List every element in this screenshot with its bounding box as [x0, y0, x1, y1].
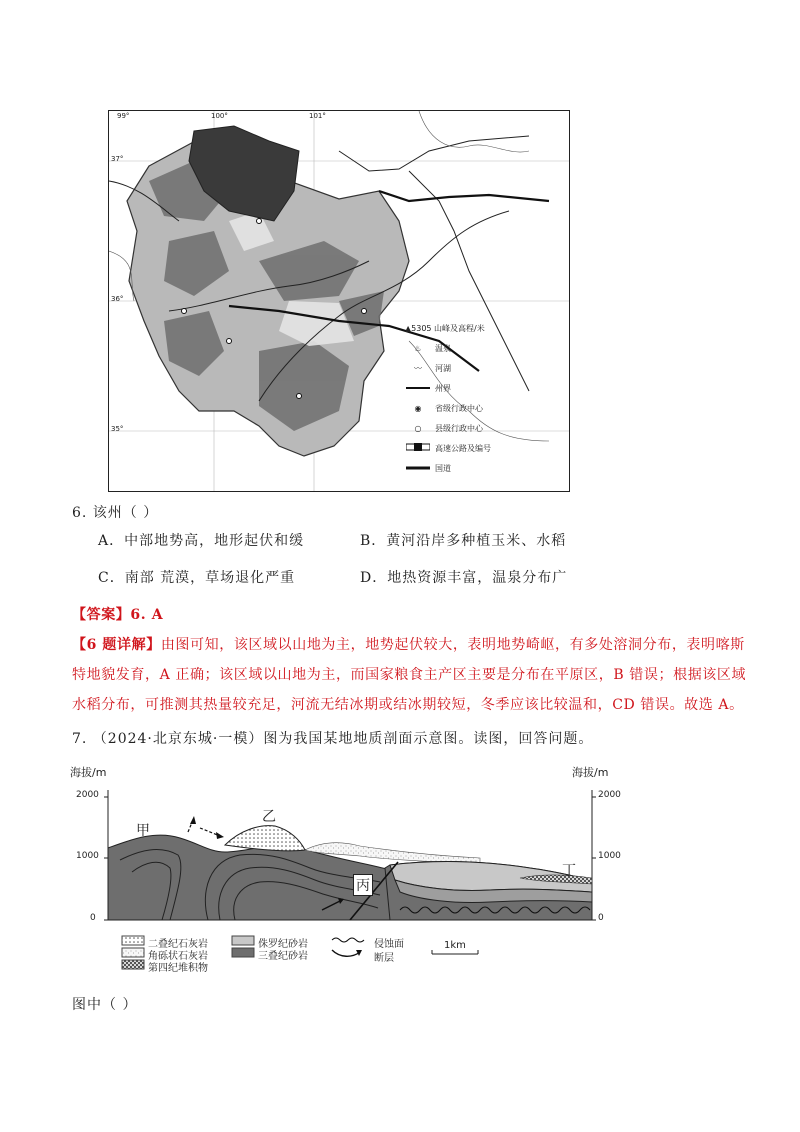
q6-option-d: D．地热资源丰富，温泉分布广 — [360, 570, 568, 586]
river-lake-icon: 〰 — [414, 364, 422, 373]
y-axis-label-right: 海拔/m — [572, 766, 609, 779]
legend-provincial-capital — [405, 403, 483, 414]
label-jia: 甲 — [136, 823, 150, 839]
q6-option-a: A．中部地势高，地形起伏和缓 — [98, 533, 305, 549]
geological-section — [60, 760, 700, 980]
legend-hot-spring-label: 温泉 — [435, 344, 451, 353]
national-road-icon — [405, 464, 431, 473]
y-tick-0-right: 0 — [598, 913, 604, 923]
q7-tail: 图中（ ） — [72, 997, 138, 1013]
lat-label-35: 35° — [111, 425, 124, 433]
legend-county-seat — [405, 423, 483, 434]
lon-label-101: 101° — [309, 112, 326, 120]
q6-option-b: B．黄河沿岸多种植玉米、水稻 — [360, 533, 567, 549]
legend-expressway-label: 高速公路及编号 — [435, 444, 491, 453]
legend-county-seat-label: 县级行政中心 — [435, 424, 483, 433]
legend-hot-spring — [405, 343, 451, 354]
q6-analysis-line-3: 水稻分布，可推测其热量较充足，河流无结冰期或结冰期较短，冬季应该比较温和，CD 错误。故选 A。 — [72, 697, 744, 713]
legend-peak-label: ▲5305 山峰及高程/米 — [405, 324, 485, 333]
hot-spring-icon: ♨ — [414, 344, 422, 353]
label-ding: 丁 — [562, 863, 576, 879]
legend-permian-limestone: 二叠纪石灰岩 — [148, 939, 208, 950]
q6-answer — [72, 604, 163, 624]
lon-label-99: 99° — [117, 112, 130, 120]
legend-expressway — [405, 443, 491, 454]
county-seat-icon: ○ — [414, 424, 422, 433]
legend-national-road-label: 国道 — [435, 464, 451, 473]
y-tick-2000-right: 2000 — [598, 790, 621, 800]
lat-label-37: 37° — [111, 155, 124, 163]
y-tick-1000-right: 1000 — [598, 851, 621, 861]
scale-bar-label: 1km — [444, 940, 466, 951]
legend-breccia-limestone: 角砾状石灰岩 — [148, 951, 208, 962]
q6-analysis-line-2: 特地貌发育，A 正确；该区域以山地为主，而国家粮食主产区主要是分布在平原区，B 错误；根据该区域 — [72, 667, 747, 683]
y-axis-label-left: 海拔/m — [70, 766, 107, 779]
legend-prefecture-boundary-label: 州界 — [435, 384, 451, 393]
analysis-text-1: 由图可知，该区域以山地为主，地势起伏较大，表明地势崎岖，有多处溶洞分布，表明喀斯 — [160, 637, 745, 653]
y-tick-0-left: 0 — [90, 913, 96, 923]
legend-jurassic-sandstone: 侏罗纪砂岩 — [258, 939, 308, 950]
analysis-tag: 【6 题详解】 — [72, 637, 161, 653]
legend-provincial-capital-label: 省级行政中心 — [435, 404, 483, 413]
y-tick-2000-left: 2000 — [76, 790, 99, 800]
provincial-capital-icon: ◉ — [414, 404, 422, 413]
lat-label-36: 36° — [111, 295, 124, 303]
q7-stem: 7. （2024·北京东城·一模）图为我国某地地质剖面示意图。读图，回答问题。 — [72, 731, 594, 747]
expressway-icon — [405, 443, 431, 453]
topographic-map — [108, 110, 570, 492]
answer-tag: 【答案】 — [72, 607, 131, 623]
map-graphic — [109, 111, 569, 491]
legend-peak — [405, 323, 485, 334]
legend-triassic-sandstone: 三叠纪砂岩 — [258, 951, 308, 962]
label-yi: 乙 — [262, 809, 276, 825]
legend-erosion-surface: 侵蚀面 — [374, 939, 404, 950]
legend-national-road — [405, 463, 451, 474]
y-tick-1000-left: 1000 — [76, 851, 99, 861]
legend-quaternary-deposit: 第四纪堆积物 — [148, 963, 208, 974]
legend-fault: 断层 — [374, 953, 394, 964]
label-bing: 丙 — [353, 874, 373, 896]
q6-stem: 6. 该州（ ） — [72, 505, 159, 521]
prefecture-boundary-icon — [405, 384, 431, 393]
q6-analysis-line-1 — [72, 634, 745, 654]
legend-prefecture-boundary — [405, 383, 451, 394]
legend-river-lake — [405, 363, 451, 374]
lon-label-100: 100° — [211, 112, 228, 120]
q6-option-c: C．南部 荒漠，草场退化严重 — [98, 570, 296, 586]
legend-river-lake-label: 河湖 — [435, 364, 451, 373]
answer-value: 6. A — [130, 607, 164, 623]
